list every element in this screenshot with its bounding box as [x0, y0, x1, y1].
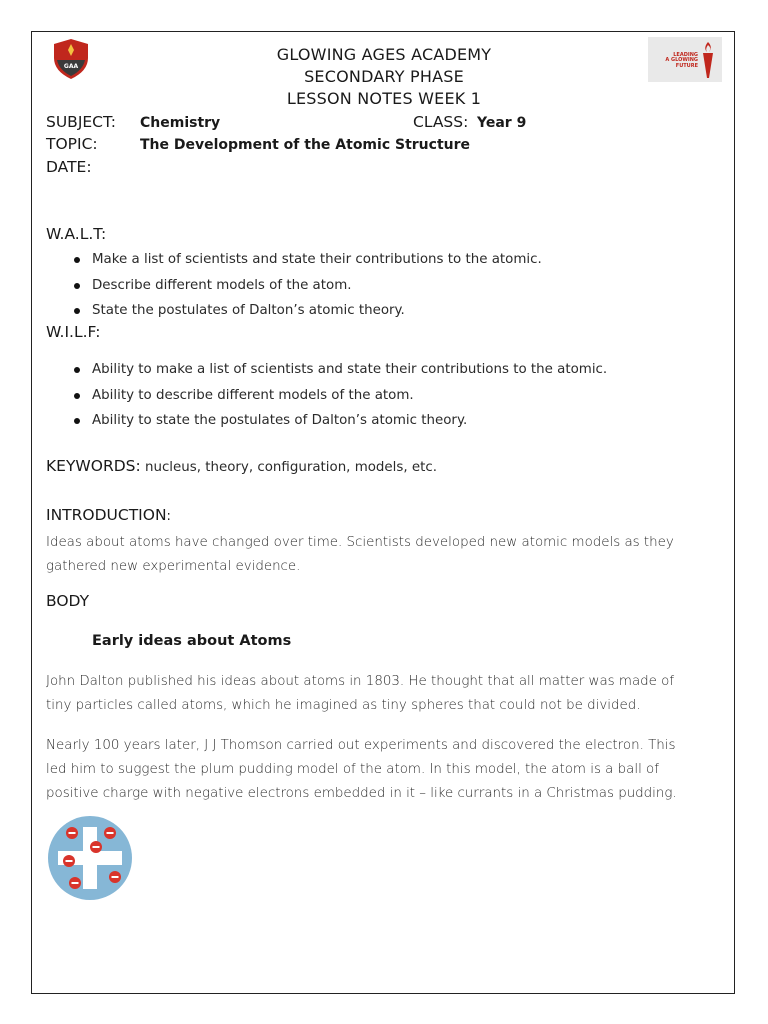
electron-icon	[90, 841, 102, 853]
topic-value: The Development of the Atomic Structure	[140, 137, 470, 153]
electron-icon	[69, 877, 81, 889]
logo-line-3: FUTURE	[675, 62, 698, 69]
introduction-paragraph	[46, 531, 674, 579]
dalton-paragraph	[46, 670, 674, 718]
topic-label: TOPIC:	[46, 135, 98, 153]
wilf-item: Ability to make a list of scientists and state their contributions to the atomic.	[71, 359, 607, 385]
walt-item: Make a list of scientists and state their contributions to the atomic.	[71, 249, 542, 275]
walt-item: State the postulates of Dalton’s atomic theory.	[71, 300, 542, 326]
body-heading: BODY	[46, 592, 90, 610]
text-line: John Dalton published his ideas about atoms in 1803. He thought that all matter was made of	[46, 674, 675, 689]
electron-icon	[109, 871, 121, 883]
text-line: gathered new experimental evidence.	[46, 559, 301, 574]
text-line: positive charge with negative electrons embedded in it – like currants in a Christmas pudding.	[46, 786, 677, 801]
subject-value: Chemistry	[140, 115, 221, 131]
introduction-heading: INTRODUCTION	[46, 506, 167, 524]
logo-line-2: A GLOWING	[665, 57, 698, 64]
thomson-paragraph	[46, 734, 677, 806]
electron-icon	[66, 827, 78, 839]
electron-icon	[63, 855, 75, 867]
introduction-colon: :	[166, 509, 171, 524]
walt-heading: W.A.L.T:	[46, 225, 107, 243]
text-line: Nearly 100 years later, J J Thomson carried out experiments and discovered the electron. This	[46, 738, 676, 753]
walt-item: Describe different models of the atom.	[71, 275, 542, 301]
class-value: Year 9	[477, 115, 527, 131]
wilf-list	[71, 359, 607, 436]
wilf-item: Ability to state the postulates of Dalton’s atomic theory.	[71, 410, 607, 436]
electron-icon	[104, 827, 116, 839]
keywords-value: nucleus, theory, configuration, models, etc.	[140, 460, 437, 475]
class-label: CLASS:	[413, 113, 469, 131]
svg-text:GAA: GAA	[63, 63, 79, 70]
wilf-heading: W.I.L.F:	[46, 323, 101, 341]
text-line: tiny particles called atoms, which he imagined as tiny spheres that could not be divided.	[46, 698, 641, 713]
early-ideas-subheading: Early ideas about Atoms	[92, 633, 292, 649]
logo-line-1: LEADING	[673, 52, 698, 58]
lesson-week-title: LESSON NOTES WEEK 1	[286, 89, 482, 108]
subject-label: SUBJECT:	[46, 113, 116, 131]
walt-list	[71, 249, 542, 326]
text-line: Ideas about atoms have changed over time. Scientists developed new atomic models as they	[46, 535, 674, 550]
phase-title: SECONDARY PHASE	[304, 67, 464, 86]
wilf-item: Ability to describe different models of the atom.	[71, 385, 607, 411]
introduction-heading-line	[46, 505, 171, 524]
keywords-line	[46, 456, 437, 475]
keywords-label: KEYWORDS:	[46, 457, 141, 475]
school-name: GLOWING AGES ACADEMY	[276, 45, 492, 64]
date-label: DATE:	[46, 158, 92, 176]
plum-pudding-model-diagram	[46, 815, 136, 901]
text-line: led him to suggest the plum pudding model of the atom. In this model, the atom is a ball of	[46, 762, 659, 777]
